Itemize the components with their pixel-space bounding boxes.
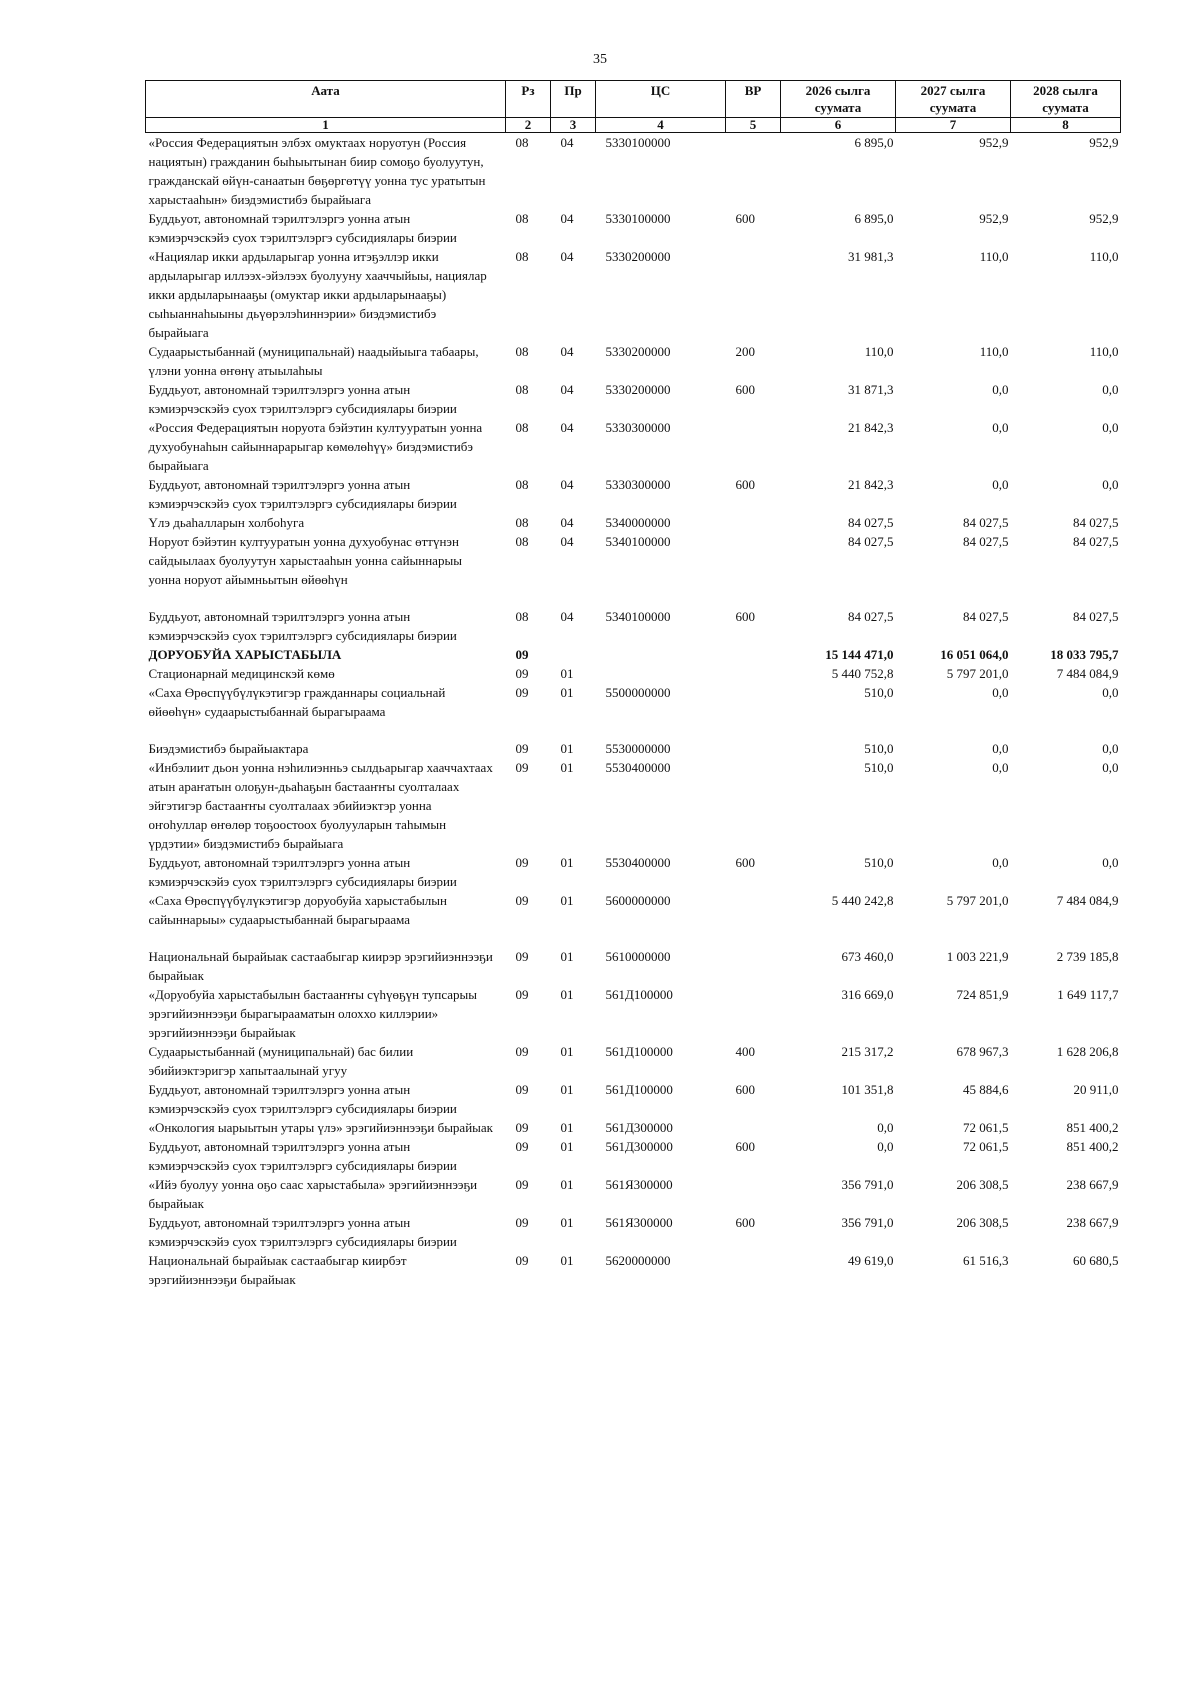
row-amount-2027: 952,9 bbox=[979, 211, 1009, 226]
row-amount-2027: 0,0 bbox=[992, 420, 1009, 435]
row-cs: 561Я300000 bbox=[605, 1177, 673, 1192]
row-amount-2026: 49 619,0 bbox=[848, 1253, 894, 1268]
row-vr: 600 bbox=[735, 855, 755, 870]
table-row bbox=[146, 342, 1121, 380]
row-cs: 5330200000 bbox=[605, 249, 671, 264]
row-amount-2028: 84 027,5 bbox=[1073, 534, 1119, 549]
row-pr bbox=[551, 645, 596, 664]
row-vr: 200 bbox=[735, 344, 755, 359]
row-name: ДОРУОБУЙА ХАРЫСТАБЫЛА bbox=[148, 647, 342, 662]
row-amount-2028: 7 484 084,9 bbox=[1056, 893, 1119, 908]
table-row bbox=[146, 607, 1121, 645]
table-row bbox=[146, 209, 1121, 247]
row-amount-2028: 0,0 bbox=[1102, 420, 1119, 435]
row-pr: 04 bbox=[560, 515, 574, 530]
row-amount-2028: 84 027,5 bbox=[1073, 609, 1119, 624]
header-number: 6 bbox=[781, 118, 896, 133]
header-number: 4 bbox=[596, 118, 726, 133]
table-row bbox=[146, 1175, 1121, 1213]
row-pr: 04 bbox=[560, 249, 574, 264]
row-amount-2026: 31 981,3 bbox=[848, 249, 894, 264]
row-amount-2027: 206 308,5 bbox=[956, 1215, 1009, 1230]
row-amount-2028: 110,0 bbox=[1089, 344, 1119, 359]
row-amount-2028: 952,9 bbox=[1089, 211, 1119, 226]
row-vr: 600 bbox=[735, 477, 755, 492]
row-amount-2027: 0,0 bbox=[992, 382, 1009, 397]
row-amount-2027: 724 851,9 bbox=[956, 987, 1009, 1002]
row-vr: 600 bbox=[735, 1082, 755, 1097]
header-rz: Рз bbox=[506, 81, 551, 118]
row-vr bbox=[726, 418, 781, 475]
row-vr bbox=[726, 683, 781, 739]
row-rz: 08 bbox=[515, 420, 529, 435]
row-pr: 04 bbox=[560, 609, 574, 624]
row-pr: 01 bbox=[560, 760, 574, 775]
row-rz: 08 bbox=[515, 382, 529, 397]
row-amount-2026: 510,0 bbox=[864, 685, 894, 700]
row-rz: 08 bbox=[515, 609, 529, 624]
table-row bbox=[146, 1042, 1121, 1080]
row-amount-2028: 0,0 bbox=[1102, 855, 1119, 870]
row-amount-2026: 6 895,0 bbox=[854, 135, 894, 150]
row-amount-2026: 510,0 bbox=[864, 741, 894, 756]
row-amount-2026: 84 027,5 bbox=[848, 609, 894, 624]
row-pr: 01 bbox=[560, 1082, 574, 1097]
row-vr bbox=[726, 664, 781, 683]
row-pr: 01 bbox=[560, 1253, 574, 1268]
row-pr: 01 bbox=[560, 741, 574, 756]
row-cs: 5330100000 bbox=[605, 135, 671, 150]
row-cs bbox=[596, 664, 726, 683]
row-vr: 600 bbox=[735, 609, 755, 624]
header-row bbox=[146, 81, 1121, 118]
row-vr bbox=[726, 532, 781, 607]
row-pr: 01 bbox=[560, 1139, 574, 1154]
row-name: Үлэ дьаһалларын холбоһуга bbox=[148, 515, 305, 530]
row-name: Биэдэмистибэ бырайыактара bbox=[148, 741, 309, 756]
row-rz: 09 bbox=[515, 1253, 529, 1268]
table-row bbox=[146, 380, 1121, 418]
row-amount-2027: 16 051 064,0 bbox=[940, 647, 1009, 662]
row-name: Норуот бэйэтин култууратын уонна духуобунас өттүнэн сайдыылаах буолуутун харыстааһын уонна сайыннарыы уонна норуот айымньытын өйөөһүн bbox=[148, 534, 462, 587]
row-name: «Онкология ыарыытын утары үлэ» эрэгийиэннээҕи бырайыак bbox=[148, 1120, 493, 1135]
row-vr: 600 bbox=[735, 211, 755, 226]
row-rz: 08 bbox=[515, 344, 529, 359]
row-rz: 09 bbox=[515, 893, 529, 908]
table-row bbox=[146, 739, 1121, 758]
row-name: «Ийэ буолуу уонна оҕо саас харыстабыла» эрэгийиэннээҕи бырайыак bbox=[148, 1177, 478, 1211]
row-name: «Доруобуйа харыстабылын бастааҥҥы сүһүөҕүн тупсарыы эрэгийиэннээҕи бырагырааматын олоххо киллэрии» эрэгийиэннээҕи бырайыак bbox=[148, 987, 477, 1040]
row-amount-2028: 851 400,2 bbox=[1066, 1139, 1119, 1154]
row-name: «Инбэлиит дьон уонна нэһилиэнньэ сылдьарыгар хааччахтаах атын араҥатын олоҕун-дьаһаҕын бастааҥҥы суолталаах эйгэтигэр бастааҥҥы суолталаах эбийиэктэр уонна оҥоһуллар өҥөлөр тоҕоостоох буолууларын таһымын үрдэтии» биэдэмистибэ бырайыага bbox=[148, 760, 493, 851]
row-name: Судаарыстыбаннай (муниципальнай) бас билии эбийиэктэригэр хапытаалынай угуу bbox=[148, 1044, 414, 1078]
row-name: «Нациялар икки ардыларыгар уонна итэҕэллэр икки ардыларыгар иллээх-эйэлээх буолууну хааччыйыы, нациялар икки ардыларынааҕы (омуктар икки ардыларынааҕы) сыһыаннаһыыны дьүөрэлэһиннэрии» биэдэмистибэ бырайыага bbox=[148, 249, 487, 340]
row-vr: 400 bbox=[735, 1044, 755, 1059]
row-pr: 04 bbox=[560, 420, 574, 435]
row-amount-2028: 0,0 bbox=[1102, 382, 1119, 397]
row-name: Буддьуот, автономнай тэрилтэлэргэ уонна атын кэмиэрчэскэйэ суох тэрилтэлэргэ субсидиялары биэрии bbox=[148, 609, 457, 643]
row-amount-2026: 31 871,3 bbox=[848, 382, 894, 397]
row-name: Буддьуот, автономнай тэрилтэлэргэ уонна атын кэмиэрчэскэйэ суох тэрилтэлэргэ субсидиялары биэрии bbox=[148, 1139, 457, 1173]
row-vr bbox=[726, 645, 781, 664]
table-body bbox=[146, 133, 1121, 1290]
row-amount-2026: 0,0 bbox=[877, 1120, 894, 1135]
row-cs: 5340100000 bbox=[605, 534, 671, 549]
row-amount-2028: 238 667,9 bbox=[1066, 1177, 1119, 1192]
table-row bbox=[146, 891, 1121, 947]
row-cs bbox=[596, 645, 726, 664]
row-amount-2028: 851 400,2 bbox=[1066, 1120, 1119, 1135]
row-amount-2026: 5 440 242,8 bbox=[831, 893, 894, 908]
row-amount-2026: 84 027,5 bbox=[848, 515, 894, 530]
row-amount-2028: 20 911,0 bbox=[1073, 1082, 1119, 1097]
row-cs: 5530400000 bbox=[605, 855, 671, 870]
row-cs: 5500000000 bbox=[605, 685, 671, 700]
header-name: Аата bbox=[146, 81, 506, 118]
row-name: Судаарыстыбаннай (муниципальнай) наадыйыыга табаары, үлэни уонна өҥөнү атыылаһыы bbox=[148, 344, 479, 378]
table-row bbox=[146, 133, 1121, 210]
row-amount-2027: 84 027,5 bbox=[963, 609, 1009, 624]
row-vr bbox=[726, 1118, 781, 1137]
row-rz: 09 bbox=[515, 1082, 529, 1097]
row-amount-2027: 5 797 201,0 bbox=[946, 893, 1009, 908]
table-row bbox=[146, 947, 1121, 985]
row-rz: 09 bbox=[515, 987, 529, 1002]
row-cs: 5620000000 bbox=[605, 1253, 671, 1268]
row-cs: 561Я300000 bbox=[605, 1215, 673, 1230]
row-rz: 08 bbox=[515, 515, 529, 530]
row-name: «Саха Өрөспүүбүлүкэтигэр гражданнары социальнай өйөөһүн» судаарыстыбаннай бырагыраама bbox=[148, 685, 446, 719]
row-cs: 5600000000 bbox=[605, 893, 671, 908]
header-2027: 2027 сылга суумата bbox=[896, 81, 1011, 118]
row-pr: 01 bbox=[560, 987, 574, 1002]
row-rz: 09 bbox=[515, 949, 529, 964]
row-vr bbox=[726, 985, 781, 1042]
table-row bbox=[146, 1137, 1121, 1175]
row-name: Буддьуот, автономнай тэрилтэлэргэ уонна атын кэмиэрчэскэйэ суох тэрилтэлэргэ субсидиялары биэрии bbox=[148, 1215, 457, 1249]
row-pr: 01 bbox=[560, 685, 574, 700]
row-cs: 5330300000 bbox=[605, 477, 671, 492]
row-amount-2026: 356 791,0 bbox=[841, 1177, 894, 1192]
row-vr bbox=[726, 1251, 781, 1289]
page-number: 35 bbox=[593, 52, 607, 67]
table-row bbox=[146, 513, 1121, 532]
row-rz: 09 bbox=[515, 1139, 529, 1154]
table-row bbox=[146, 1213, 1121, 1251]
row-amount-2028: 0,0 bbox=[1102, 685, 1119, 700]
row-cs: 5330100000 bbox=[605, 211, 671, 226]
row-amount-2027: 0,0 bbox=[992, 685, 1009, 700]
row-vr bbox=[726, 513, 781, 532]
row-amount-2027: 206 308,5 bbox=[956, 1177, 1009, 1192]
row-amount-2028: 7 484 084,9 bbox=[1056, 666, 1119, 681]
row-pr: 04 bbox=[560, 211, 574, 226]
header-number: 3 bbox=[551, 118, 596, 133]
row-amount-2028: 0,0 bbox=[1102, 741, 1119, 756]
row-amount-2027: 110,0 bbox=[979, 249, 1009, 264]
table-row bbox=[146, 664, 1121, 683]
header-number: 8 bbox=[1011, 118, 1121, 133]
row-rz: 09 bbox=[515, 666, 529, 681]
row-amount-2026: 215 317,2 bbox=[841, 1044, 894, 1059]
row-vr bbox=[726, 247, 781, 342]
row-pr: 01 bbox=[560, 1120, 574, 1135]
row-amount-2026: 6 895,0 bbox=[854, 211, 894, 226]
table-row bbox=[146, 247, 1121, 342]
header-vr: ВР bbox=[726, 81, 781, 118]
row-cs: 5330300000 bbox=[605, 420, 671, 435]
row-vr bbox=[726, 947, 781, 985]
row-amount-2026: 356 791,0 bbox=[841, 1215, 894, 1230]
row-amount-2028: 1 649 117,7 bbox=[1057, 987, 1119, 1002]
row-cs: 561Д100000 bbox=[605, 987, 673, 1002]
row-amount-2027: 72 061,5 bbox=[963, 1139, 1009, 1154]
row-rz: 08 bbox=[515, 249, 529, 264]
row-cs: 5610000000 bbox=[605, 949, 671, 964]
row-name: Буддьуот, автономнай тэрилтэлэргэ уонна атын кэмиэрчэскэйэ суох тэрилтэлэргэ субсидиялары биэрии bbox=[148, 211, 457, 245]
row-rz: 09 bbox=[515, 1177, 529, 1192]
row-cs: 5330200000 bbox=[605, 344, 671, 359]
row-name: «Россия Федерациятын элбэх омуктаах норуотун (Россия нациятын) гражданин быһыытынан биир сомоҕо буолуутун, гражданскай өйүн-санаатын бөҕөргөтүү уонна тус уратытын харыстааһын» биэдэмистибэ бырайыага bbox=[148, 135, 486, 207]
row-cs: 561Д100000 bbox=[605, 1044, 673, 1059]
row-rz: 08 bbox=[515, 534, 529, 549]
table-row bbox=[146, 985, 1121, 1042]
row-amount-2028: 0,0 bbox=[1102, 477, 1119, 492]
row-amount-2027: 61 516,3 bbox=[963, 1253, 1009, 1268]
header-cs: ЦС bbox=[596, 81, 726, 118]
row-amount-2028: 60 680,5 bbox=[1073, 1253, 1119, 1268]
row-pr: 01 bbox=[560, 1177, 574, 1192]
table-row bbox=[146, 1080, 1121, 1118]
row-amount-2026: 15 144 471,0 bbox=[825, 647, 894, 662]
row-vr: 600 bbox=[735, 1139, 755, 1154]
row-amount-2026: 21 842,3 bbox=[848, 477, 894, 492]
table-row bbox=[146, 418, 1121, 475]
row-pr: 01 bbox=[560, 666, 574, 681]
row-pr: 01 bbox=[560, 855, 574, 870]
row-name: Национальнай бырайыак састаабыгар киирбэт эрэгийиэннээҕи бырайыак bbox=[148, 1253, 407, 1287]
row-pr: 04 bbox=[560, 135, 574, 150]
row-vr bbox=[726, 739, 781, 758]
row-rz: 08 bbox=[515, 135, 529, 150]
row-cs: 5530000000 bbox=[605, 741, 671, 756]
row-cs: 5340100000 bbox=[605, 609, 671, 624]
row-amount-2027: 0,0 bbox=[992, 855, 1009, 870]
table-row bbox=[146, 645, 1121, 664]
row-vr bbox=[726, 891, 781, 947]
row-amount-2027: 0,0 bbox=[992, 741, 1009, 756]
row-name: Буддьуот, автономнай тэрилтэлэргэ уонна атын кэмиэрчэскэйэ суох тэрилтэлэргэ субсидиялары биэрии bbox=[148, 477, 457, 511]
row-amount-2026: 101 351,8 bbox=[841, 1082, 894, 1097]
row-amount-2028: 110,0 bbox=[1089, 249, 1119, 264]
row-vr bbox=[726, 758, 781, 853]
row-amount-2026: 110,0 bbox=[864, 344, 894, 359]
row-vr: 600 bbox=[735, 1215, 755, 1230]
row-cs: 5340000000 bbox=[605, 515, 671, 530]
row-amount-2027: 678 967,3 bbox=[956, 1044, 1009, 1059]
row-cs: 561Д100000 bbox=[605, 1082, 673, 1097]
row-amount-2028: 2 739 185,8 bbox=[1056, 949, 1119, 964]
table-row bbox=[146, 1118, 1121, 1137]
row-name: Национальнай бырайыак састаабыгар киирэр эрэгийиэннээҕи бырайыак bbox=[148, 949, 493, 983]
row-rz: 09 bbox=[515, 1120, 529, 1135]
row-amount-2027: 0,0 bbox=[992, 760, 1009, 775]
row-rz: 09 bbox=[515, 647, 529, 662]
row-cs: 5530400000 bbox=[605, 760, 671, 775]
header-number: 1 bbox=[146, 118, 506, 133]
row-pr: 01 bbox=[560, 1215, 574, 1230]
row-amount-2027: 1 003 221,9 bbox=[946, 949, 1009, 964]
row-amount-2028: 238 667,9 bbox=[1066, 1215, 1119, 1230]
row-pr: 04 bbox=[560, 534, 574, 549]
row-amount-2028: 0,0 bbox=[1102, 760, 1119, 775]
row-pr: 04 bbox=[560, 382, 574, 397]
row-amount-2026: 21 842,3 bbox=[848, 420, 894, 435]
row-amount-2027: 84 027,5 bbox=[963, 515, 1009, 530]
row-amount-2026: 0,0 bbox=[877, 1139, 894, 1154]
header-number: 2 bbox=[506, 118, 551, 133]
row-amount-2028: 952,9 bbox=[1089, 135, 1119, 150]
table-row bbox=[146, 758, 1121, 853]
row-pr: 04 bbox=[560, 477, 574, 492]
row-cs: 561Д300000 bbox=[605, 1120, 673, 1135]
row-amount-2027: 952,9 bbox=[979, 135, 1009, 150]
row-amount-2027: 5 797 201,0 bbox=[946, 666, 1009, 681]
header-number: 7 bbox=[896, 118, 1011, 133]
row-amount-2028: 84 027,5 bbox=[1073, 515, 1119, 530]
row-rz: 09 bbox=[515, 1215, 529, 1230]
table-row bbox=[146, 475, 1121, 513]
row-pr: 01 bbox=[560, 949, 574, 964]
row-rz: 09 bbox=[515, 685, 529, 700]
row-pr: 01 bbox=[560, 1044, 574, 1059]
table-row bbox=[146, 1251, 1121, 1289]
row-rz: 09 bbox=[515, 1044, 529, 1059]
row-cs: 561Д300000 bbox=[605, 1139, 673, 1154]
table-row bbox=[146, 853, 1121, 891]
table-row bbox=[146, 683, 1121, 739]
row-name: Стационарнай медицинскэй көмө bbox=[148, 666, 335, 681]
row-pr: 01 bbox=[560, 893, 574, 908]
row-amount-2027: 84 027,5 bbox=[963, 534, 1009, 549]
header-2028: 2028 сылга суумата bbox=[1011, 81, 1121, 118]
row-amount-2026: 5 440 752,8 bbox=[831, 666, 894, 681]
table-row bbox=[146, 532, 1121, 607]
row-vr: 600 bbox=[735, 382, 755, 397]
row-rz: 09 bbox=[515, 760, 529, 775]
row-name: Буддьуот, автономнай тэрилтэлэргэ уонна атын кэмиэрчэскэйэ суох тэрилтэлэргэ субсидиялары биэрии bbox=[148, 382, 457, 416]
row-pr: 04 bbox=[560, 344, 574, 359]
header-2026: 2026 сылга суумата bbox=[781, 81, 896, 118]
row-amount-2026: 84 027,5 bbox=[848, 534, 894, 549]
header-number: 5 bbox=[726, 118, 781, 133]
row-amount-2026: 316 669,0 bbox=[841, 987, 894, 1002]
row-rz: 09 bbox=[515, 741, 529, 756]
row-amount-2027: 72 061,5 bbox=[963, 1120, 1009, 1135]
row-name: «Россия Федерациятын норуота бэйэтин култууратын уонна духуобунаһын сайыннарарыгар көмөлөһүү» биэдэмистибэ бырайыага bbox=[148, 420, 483, 473]
row-amount-2026: 510,0 bbox=[864, 855, 894, 870]
row-amount-2026: 673 460,0 bbox=[841, 949, 894, 964]
row-amount-2027: 110,0 bbox=[979, 344, 1009, 359]
row-rz: 08 bbox=[515, 211, 529, 226]
budget-table bbox=[145, 80, 1121, 1289]
header-number-row bbox=[146, 118, 1121, 133]
row-amount-2028: 1 628 206,8 bbox=[1056, 1044, 1119, 1059]
row-name: Буддьуот, автономнай тэрилтэлэргэ уонна атын кэмиэрчэскэйэ суох тэрилтэлэргэ субсидиялары биэрии bbox=[148, 1082, 457, 1116]
row-amount-2027: 0,0 bbox=[992, 477, 1009, 492]
row-vr bbox=[726, 1175, 781, 1213]
header-pr: Пр bbox=[551, 81, 596, 118]
row-rz: 08 bbox=[515, 477, 529, 492]
row-name: Буддьуот, автономнай тэрилтэлэргэ уонна атын кэмиэрчэскэйэ суох тэрилтэлэргэ субсидиялары биэрии bbox=[148, 855, 457, 889]
row-amount-2026: 510,0 bbox=[864, 760, 894, 775]
row-vr bbox=[726, 133, 781, 210]
row-amount-2028: 18 033 795,7 bbox=[1050, 647, 1119, 662]
row-cs: 5330200000 bbox=[605, 382, 671, 397]
row-rz: 09 bbox=[515, 855, 529, 870]
row-name: «Саха Өрөспүүбүлүкэтигэр доруобуйа харыстабылын сайыннарыы» судаарыстыбаннай бырагыраама bbox=[148, 893, 447, 927]
row-amount-2027: 45 884,6 bbox=[963, 1082, 1009, 1097]
